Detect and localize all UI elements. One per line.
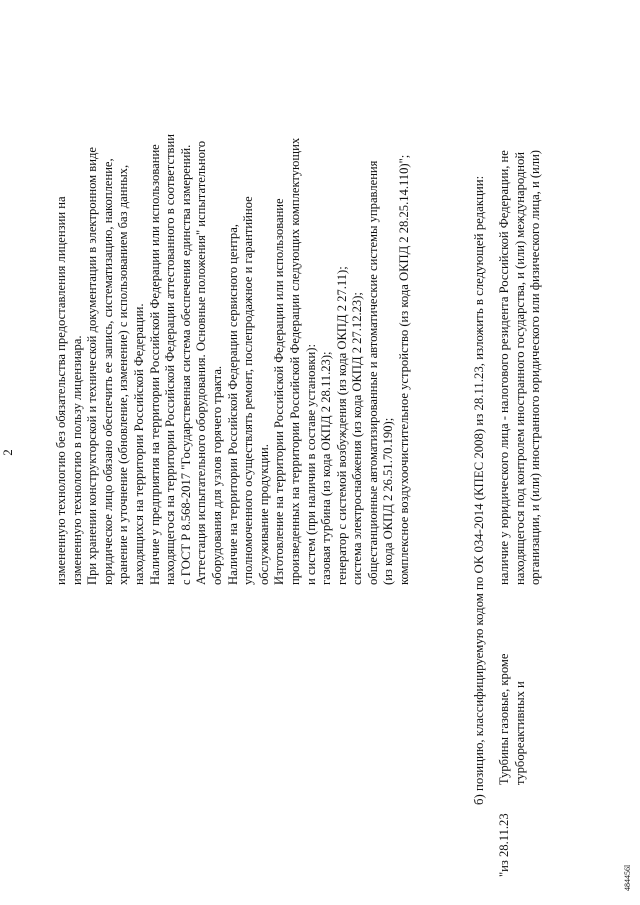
requirements-continuation xyxy=(54,25,413,585)
text-line: Аттестация испытательного оборудования. Основные положения" испытательного xyxy=(194,140,209,585)
text-line: оборудования для узлов горячего тракта. xyxy=(209,365,224,585)
text-line: Изготовление на территории Российской Федерации или использование xyxy=(272,198,287,585)
text-line: Наличие у предприятия на территории Российской Федерации или использование xyxy=(147,144,162,585)
text-line: хранение и уточнение (обновление, изменение) с использованием баз данных, xyxy=(116,164,131,585)
text-line: (из кода ОКПД 2 26.51.70.190); xyxy=(381,417,396,585)
text-line: система электроснабжения (из кода ОКПД 2 27.12.23); xyxy=(350,292,365,585)
position-name-line: турбореактивных и xyxy=(512,681,527,785)
text-line: находящихся на территории Российской Федерации. xyxy=(131,303,146,585)
page-number: 2 xyxy=(0,449,15,456)
text-line: газовая турбина (из кода ОКПД 2 28.11.23); xyxy=(319,351,334,585)
position-name xyxy=(497,605,528,785)
text-line: генератор с системой возбуждения (из кода ОКПД 2 27.11); xyxy=(334,266,349,585)
text-line: обслуживание продукции. xyxy=(256,444,271,585)
requirement-line: наличие у юридического лица - налогового резидента Российской Федерации, не xyxy=(497,150,511,585)
text-line: юридическое лицо обязано обеспечить ее запись, систематизацию, накопление, xyxy=(100,158,115,585)
text-line: измененную технологию в пользу лицензиара. xyxy=(69,335,84,585)
text-line: измененную технологию без обязательства предоставления лицензии на xyxy=(54,196,68,585)
document-code: 484456l xyxy=(623,864,632,891)
text-line: Наличие на территории Российской Федерации сервисного центра, xyxy=(225,224,240,585)
text-line: комплексное воздухоочистительное устройство (из кода ОКПД 2 28.25.14.110)"; xyxy=(397,154,412,585)
text-line: с ГОСТ Р 8.568-2017 "Государственная система обеспечения единства измерений. xyxy=(178,144,193,585)
text-line: общестанционные автоматизированные и автоматические системы управления xyxy=(365,160,380,585)
text-line: При хранении конструкторской и технической документации в электронном виде xyxy=(85,147,100,585)
position-name-line: Турбины газовые, кроме xyxy=(497,653,511,785)
text-line: находящегося на территории Российской Федерации аттестованного в соответствии xyxy=(163,134,178,585)
position-code: "из 28.11.23 xyxy=(497,813,511,877)
text-line: уполномоченного осуществлять ремонт, послепродажное и гарантийное xyxy=(241,196,256,585)
text-line: и систем (при наличии в составе установки): xyxy=(303,344,318,585)
position-requirements xyxy=(497,25,544,585)
text-line: произведенных на территории Российской Федерации следующих комплектующих xyxy=(287,137,302,585)
amendment-intro: б) позицию, классифицируемую кодом по ОК 034-2014 (КПЕС 2008) из 28.11.23, изложить в следующей редакции: xyxy=(472,175,486,805)
requirement-line: находящегося под контролем иностранного государства, и (или) международной xyxy=(512,151,527,585)
requirement-line: организации, и (или) иностранного юридического или физического лица, и (или) xyxy=(528,149,543,585)
